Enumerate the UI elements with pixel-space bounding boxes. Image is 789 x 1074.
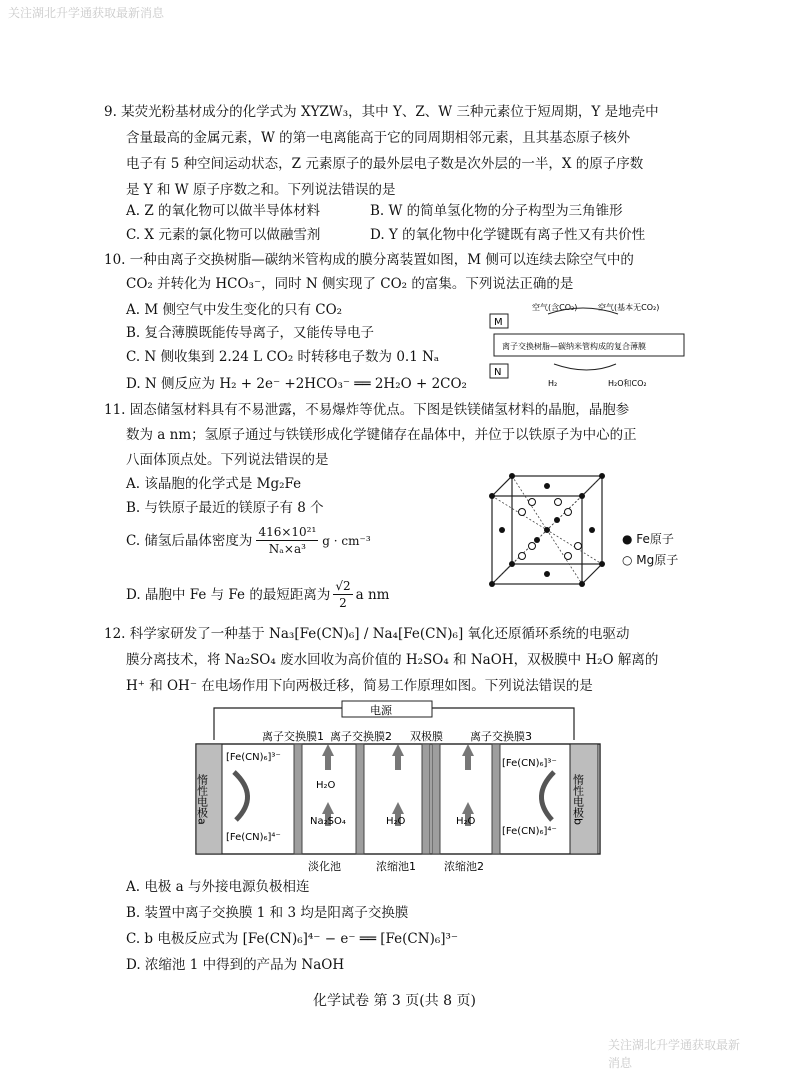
q11-option-a: A. 该晶胞的化学式是 Mg₂Fe xyxy=(126,476,302,492)
q12-option-a: A. 电极 a 与外接电源负极相连 xyxy=(126,879,310,895)
q12-option-c: C. b 电极反应式为 [Fe(CN)₆]⁴⁻ − e⁻ ══ [Fe(CN)₆]³⁻ xyxy=(126,931,459,947)
legend-fe-label: Fe原子 xyxy=(636,532,674,546)
q12-line-1: 12. 科学家研发了一种基于 Na₃[Fe(CN)₆] / Na₄[Fe(CN)₆] 氧化还原循环系统的电驱动 xyxy=(104,626,630,642)
pool-concentrate-1: 浓缩池1 xyxy=(376,860,416,873)
q11-c-denominator: Nₐ×a³ xyxy=(268,542,306,556)
na2so4-label: Na₂SO₄ xyxy=(310,816,346,827)
h2o-pool3: H₂O xyxy=(456,816,476,827)
q11-d-denominator: 2 xyxy=(339,596,347,610)
h2o-pool2: H₂O xyxy=(386,816,406,827)
q9-line-3: 电子有 5 种空间运动状态，Z 元素原子的最外层电子数是次外层的一半，X 的原子序数 xyxy=(126,156,644,172)
q9-option-b: B. W 的简单氢化物的分子构型为三角锥形 xyxy=(370,203,623,219)
electrode-b-label: 惰性电极b xyxy=(571,774,585,825)
q10-option-a: A. M 侧空气中发生变化的只有 CO₂ xyxy=(126,302,343,318)
q11-c-fraction xyxy=(256,524,318,557)
q11-c-unit: g · cm⁻³ xyxy=(322,533,371,548)
pool-desalination: 淡化池 xyxy=(308,860,341,873)
h2o-pool1-top: H₂O xyxy=(316,780,336,791)
fe4-right: [Fe(CN)₆]⁴⁻ xyxy=(502,826,557,837)
q11-c-numerator: 416×10²¹ xyxy=(258,525,317,539)
watermark-top: 关注湖北升学通获取最新消息 xyxy=(8,6,165,20)
fe3-right: [Fe(CN)₆]³⁻ xyxy=(502,758,557,769)
bipolar-membrane-label: 双极膜 xyxy=(410,730,443,743)
electrodialysis-diagram xyxy=(190,700,606,876)
fe3-left: [Fe(CN)₆]³⁻ xyxy=(226,752,281,763)
q10-line-2: CO₂ 并转化为 HCO₃⁻，同时 N 侧实现了 CO₂ 的富集。下列说法正确的是 xyxy=(126,276,574,292)
page-footer: 化学试卷 第 3 页(共 8 页) xyxy=(313,993,476,1009)
q12-option-d: D. 浓缩池 1 中得到的产品为 NaOH xyxy=(126,957,345,973)
legend-mg-label: Mg原子 xyxy=(636,553,679,567)
q11-c-prefix: C. 储氢后晶体密度为 xyxy=(126,532,253,549)
m-side-label: M xyxy=(494,317,503,328)
q9-line-2: 含量最高的金属元素，W 的第一电离能高于它的同周期相邻元素，且其基态原子核外 xyxy=(126,130,631,146)
power-label: 电源 xyxy=(370,704,392,717)
membrane-label: 离子交换树脂—碳纳米管构成的复合薄膜 xyxy=(502,342,646,351)
q9-option-a: A. Z 的氧化物可以做半导体材料 xyxy=(126,203,321,219)
q11-d-suffix: a nm xyxy=(355,586,390,603)
q11-d-numerator: √2 xyxy=(335,579,351,593)
h2-label: H₂ xyxy=(548,379,558,388)
watermark-bottom-1: 关注湖北升学通获取最新 xyxy=(608,1038,741,1052)
air-in-label: 空气(含CO₂) xyxy=(532,303,578,312)
membrane-3-label: 离子交换膜3 xyxy=(470,730,532,743)
q10-option-c: C. N 侧收集到 2.24 L CO₂ 时转移电子数为 0.1 Nₐ xyxy=(126,349,440,365)
air-out-label: 空气(基本无CO₂) xyxy=(598,303,660,312)
output-label: H₂O和CO₂ xyxy=(608,379,647,388)
membrane-diagram xyxy=(488,296,688,392)
q11-line-1: 11. 固态储氢材料具有不易泄露，不易爆炸等优点。下图是铁镁储氢材料的晶胞，晶胞参 xyxy=(104,402,630,418)
q10-line-1: 10. 一种由离子交换树脂—碳纳米管构成的膜分离装置如图，M 侧可以连续去除空气中的 xyxy=(104,252,634,268)
q11-option-d xyxy=(126,578,389,611)
membrane-2-label: 离子交换膜2 xyxy=(330,730,392,743)
legend-fe: ● Fe原子 xyxy=(622,532,674,546)
q12-line-3: H⁺ 和 OH⁻ 在电场作用下向两极迁移，简易工作原理如图。下列说法错误的是 xyxy=(126,678,593,694)
q9-line-4: 是 Y 和 W 原子序数之和。下列说法错误的是 xyxy=(126,182,396,198)
q9-option-d: D. Y 的氧化物中化学键既有离子性又有共价性 xyxy=(370,227,646,243)
q12-line-2: 膜分离技术，将 Na₂SO₄ 废水回收为高价值的 H₂SO₄ 和 NaOH，双极膜中 H₂O 解离的 xyxy=(126,652,659,668)
q11-option-c xyxy=(126,524,371,557)
legend-mg: ○ Mg原子 xyxy=(622,553,679,567)
q11-d-fraction xyxy=(333,578,352,611)
fe4-left: [Fe(CN)₆]⁴⁻ xyxy=(226,832,281,843)
watermark-bottom-2: 消息 xyxy=(608,1056,633,1070)
q11-option-b: B. 与铁原子最近的镁原子有 8 个 xyxy=(126,500,324,516)
q12-option-b: B. 装置中离子交换膜 1 和 3 均是阳离子交换膜 xyxy=(126,905,409,921)
q11-line-2: 数为 a nm；氢原子通过与铁镁形成化学键储存在晶体中，并位于以铁原子为中心的正 xyxy=(126,427,637,443)
n-side-label: N xyxy=(494,367,502,378)
q9-option-c: C. X 元素的氯化物可以做融雪剂 xyxy=(126,227,321,243)
q11-line-3: 八面体顶点处。下列说法错误的是 xyxy=(126,452,329,468)
q11-d-prefix: D. 晶胞中 Fe 与 Fe 的最短距离为 xyxy=(126,586,331,603)
pool-concentrate-2: 浓缩池2 xyxy=(444,860,484,873)
membrane-1-label: 离子交换膜1 xyxy=(262,730,324,743)
q10-option-b: B. 复合薄膜既能传导离子，又能传导电子 xyxy=(126,325,375,341)
q9-line-1: 9. 某荧光粉基材成分的化学式为 XYZW₃，其中 Y、Z、W 三种元素位于短周期，Y 是地壳中 xyxy=(104,104,659,120)
q10-option-d: D. N 侧反应为 H₂ + 2e⁻ +2HCO₃⁻ ══ 2H₂O + 2CO₂ xyxy=(126,376,467,392)
crystal-cell-diagram xyxy=(486,470,606,588)
electrode-a-label: 惰性电极a xyxy=(195,774,209,825)
